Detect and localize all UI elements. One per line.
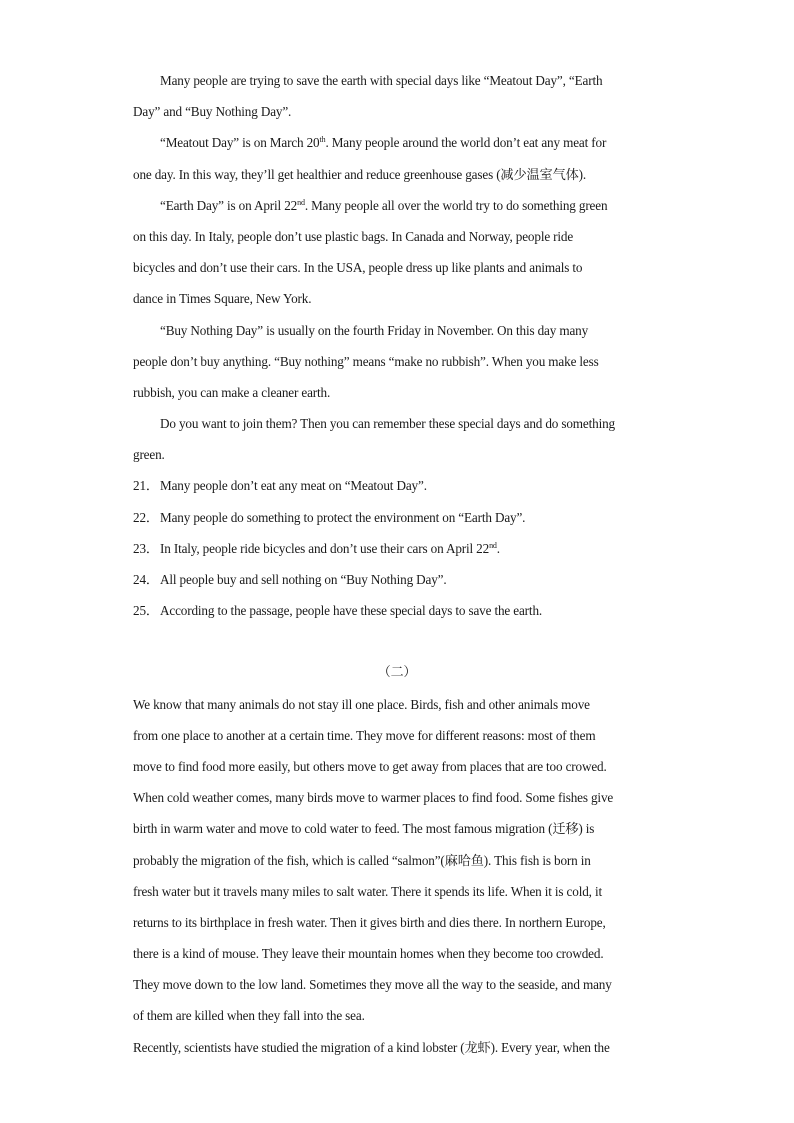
line-text: “Earth Day” is on April 22 — [160, 197, 298, 213]
paragraph-line: “Buy Nothing Day” is usually on the fourth Friday in November. On this day many — [160, 322, 589, 338]
paragraph-line: Do you want to join them? Then you can remember these special days and do something — [160, 416, 615, 432]
paragraph-line: bicycles and don’t use their cars. In the USA, people dress up like plants and animals to — [133, 260, 583, 276]
question-text: In Italy, people ride bicycles and don’t use their cars on April 22 — [160, 540, 490, 556]
document-page — [133, 65, 661, 1063]
question-text: Many people do something to protect the environment on “Earth Day”. — [160, 509, 526, 525]
paragraph-line: fresh water but it travels many miles to salt water. There it spends its life. When it is cold, it — [133, 883, 602, 899]
question-text: According to the passage, people have these special days to save the earth. — [160, 603, 543, 619]
question-text-tail: . — [496, 540, 500, 556]
question-text: Many people don’t eat any meat on “Meatout Day”. — [160, 478, 427, 494]
question-number: 22． — [133, 509, 159, 525]
line-text: “Meatout Day” is on March 20 — [160, 135, 320, 151]
question-list — [133, 470, 661, 626]
question-number: 21． — [133, 478, 159, 494]
paragraph-line: Recently, scientists have studied the migration of a kind lobster (龙虾). Every year, when the — [133, 1039, 610, 1055]
superscript: th — [319, 135, 326, 145]
paragraph-line: on this day. In Italy, people don’t use plastic bags. In Canada and Norway, people ride — [133, 228, 574, 244]
line-text: . Many people all over the world try to do something green — [304, 197, 608, 213]
question-item — [133, 595, 661, 626]
question-item — [133, 564, 661, 595]
paragraph-line: people don’t buy anything. “Buy nothing” means “make no rubbish”. When you make less — [133, 353, 599, 369]
question-number: 23． — [133, 540, 159, 556]
paragraph-line: from one place to another at a certain time. They move for different reasons: most of them — [133, 727, 596, 743]
superscript: nd — [297, 197, 305, 207]
paragraph-line: Many people are trying to save the earth with special days like “Meatout Day”, “Earth — [160, 73, 603, 88]
paragraph-line: one day. In this way, they’ll get healthier and reduce greenhouse gases (减少温室气体). — [133, 166, 587, 182]
paragraph-line: there is a kind of mouse. They leave their mountain homes when they become too crowded. — [133, 946, 604, 962]
paragraph-line — [133, 127, 661, 158]
paragraph-line: move to find food more easily, but others move to get away from places that are too crowed. — [133, 758, 607, 774]
question-text: All people buy and sell nothing on “Buy Nothing Day”. — [160, 572, 447, 587]
passage-one — [133, 65, 661, 470]
line-text: . Many people around the world don’t eat any meat for — [325, 135, 607, 151]
paragraph-line: of them are killed when they fall into the sea. — [133, 1008, 365, 1024]
passage-two — [133, 689, 661, 1063]
paragraph-line — [133, 190, 661, 221]
question-item — [133, 470, 661, 501]
question-item — [133, 502, 661, 533]
paragraph-line: rubbish, you can make a cleaner earth. — [133, 384, 331, 400]
paragraph-line: probably the migration of the fish, which is called “salmon”(麻哈鱼). This fish is born in — [133, 852, 591, 868]
section-heading: （二） — [377, 665, 417, 681]
question-item — [133, 533, 661, 564]
paragraph-line: Day” and “Buy Nothing Day”. — [133, 104, 292, 120]
paragraph-line: We know that many animals do not stay ill one place. Birds, fish and other animals move — [133, 696, 590, 712]
paragraph-line: They move down to the low land. Sometimes they move all the way to the seaside, and many — [133, 977, 612, 993]
paragraph-line: returns to its birthplace in fresh water. Then it gives birth and dies there. In northern Europe, — [133, 914, 606, 930]
question-number: 24． — [133, 572, 159, 587]
paragraph-line: dance in Times Square, New York. — [133, 291, 312, 307]
paragraph-line: green. — [133, 447, 165, 463]
question-number: 25． — [133, 603, 159, 619]
paragraph-line: birth in warm water and move to cold water to feed. The most famous migration (迁移) is — [133, 821, 595, 837]
superscript: nd — [489, 540, 497, 550]
paragraph-line: When cold weather comes, many birds move to warmer places to find food. Some fishes give — [133, 790, 614, 806]
